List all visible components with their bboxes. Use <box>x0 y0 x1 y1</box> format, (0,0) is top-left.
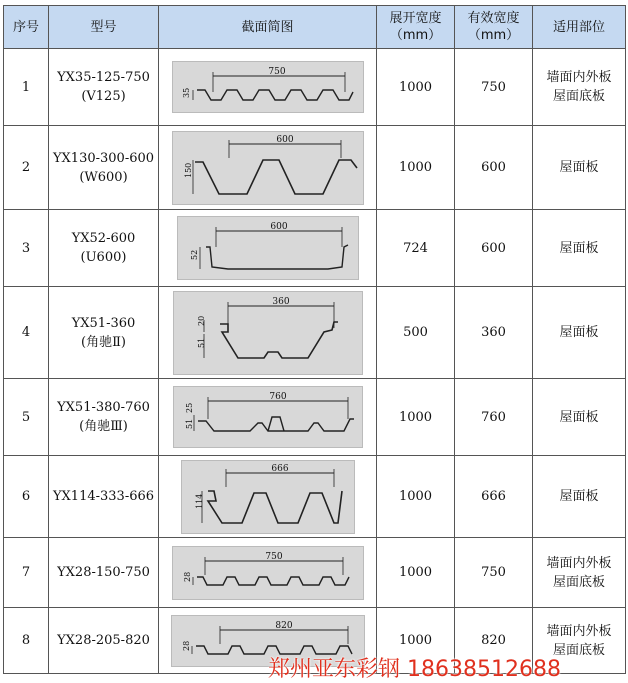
use-line1: 屋面板 <box>559 489 599 504</box>
unfold-width-cell: 1000 <box>377 608 455 674</box>
table-row <box>4 287 626 379</box>
seq-cell: 2 <box>4 126 49 210</box>
profile-width-label: 760 <box>268 392 287 402</box>
effective-width-cell: 750 <box>455 538 533 608</box>
unfold-width-cell: 724 <box>377 210 455 287</box>
use-line2: 屋面底板 <box>552 89 605 104</box>
uses-cell <box>533 287 626 379</box>
model-alias: (U600) <box>80 250 127 265</box>
unfold-width-cell: 1000 <box>377 456 455 538</box>
use-line1: 墙面内外板 <box>546 555 612 571</box>
uses-cell <box>533 126 626 210</box>
model-alias: (W600) <box>79 169 128 185</box>
model-code: YX52-600 <box>71 231 136 246</box>
uses-cell <box>533 49 626 126</box>
use-line1: 屋面板 <box>559 325 599 340</box>
model-code: YX130-300-600 <box>52 150 155 166</box>
profile-drawing <box>173 386 363 448</box>
profile-drawing <box>172 546 364 600</box>
profile-drawing <box>181 460 355 534</box>
header-uses: 适用部位 <box>533 6 626 49</box>
header-unfold-line2: （mm） <box>389 28 442 43</box>
seq-cell: 5 <box>4 379 49 456</box>
table-row <box>4 456 626 538</box>
profile-height-label: 35 <box>181 87 191 98</box>
section-drawing-cell <box>159 126 377 210</box>
profile-height-label-top: 20 <box>196 315 206 326</box>
model-cell <box>49 126 159 210</box>
unfold-width-cell: 1000 <box>377 538 455 608</box>
use-line1: 墙面内外板 <box>546 623 612 639</box>
uses-cell <box>533 538 626 608</box>
header-effective-width <box>455 6 533 49</box>
unfold-width-cell: 1000 <box>377 379 455 456</box>
use-line2: 屋面底板 <box>552 574 605 590</box>
profile-width-label: 666 <box>270 463 289 474</box>
unfold-width-cell: 500 <box>377 287 455 379</box>
profile-width-label: 600 <box>275 134 294 145</box>
model-code: YX114-333-666 <box>52 489 155 504</box>
profile-height-label: 28 <box>181 640 191 651</box>
table-row <box>4 49 626 126</box>
use-line1: 屋面板 <box>559 160 599 175</box>
use-line2: 屋面底板 <box>552 642 605 658</box>
profile-width-label: 360 <box>271 296 290 307</box>
model-cell <box>49 49 159 126</box>
effective-width-cell: 600 <box>455 210 533 287</box>
model-cell <box>49 456 159 538</box>
model-code: YX35-125-750 <box>57 70 150 85</box>
header-model: 型号 <box>49 6 159 49</box>
profile-height-label: 28 <box>182 571 192 582</box>
use-line1: 屋面板 <box>559 240 599 256</box>
model-cell <box>49 287 159 379</box>
profile-width-label: 750 <box>267 67 286 77</box>
model-alias: (角驰Ⅲ) <box>79 419 128 434</box>
section-drawing-cell <box>159 379 377 456</box>
model-code: YX28-205-820 <box>57 633 150 648</box>
model-cell <box>49 210 159 287</box>
profile-height-label: 51 <box>184 418 194 429</box>
effective-width-cell: 820 <box>455 608 533 674</box>
model-code: YX51-380-760 <box>57 400 150 415</box>
profile-width-label: 750 <box>264 551 283 562</box>
seq-cell: 8 <box>4 608 49 674</box>
table-row <box>4 126 626 210</box>
header-row <box>4 6 626 49</box>
header-effective-line2: （mm） <box>467 28 520 43</box>
profile-height-label: 114 <box>194 493 204 509</box>
section-drawing-cell <box>159 287 377 379</box>
section-drawing-cell <box>159 456 377 538</box>
header-effective-line1: 有效宽度 <box>467 11 520 26</box>
seq-cell: 7 <box>4 538 49 608</box>
profile-drawing <box>172 61 364 113</box>
uses-cell <box>533 456 626 538</box>
model-code: YX51-360 <box>71 315 136 331</box>
profile-drawing <box>177 216 359 280</box>
profile-width-label: 820 <box>274 620 293 631</box>
model-cell <box>49 379 159 456</box>
steel-profile-table <box>3 5 626 674</box>
profile-drawing <box>173 291 363 375</box>
profile-height-label: 150 <box>183 162 193 178</box>
profile-height-label: 52 <box>189 249 199 260</box>
profile-height-label-top: 25 <box>184 402 194 413</box>
effective-width-cell: 666 <box>455 456 533 538</box>
effective-width-cell: 760 <box>455 379 533 456</box>
effective-width-cell: 600 <box>455 126 533 210</box>
header-seq: 序号 <box>4 6 49 49</box>
use-line1: 屋面板 <box>559 409 599 425</box>
table-row <box>4 210 626 287</box>
header-section: 截面简图 <box>159 6 377 49</box>
seq-cell: 3 <box>4 210 49 287</box>
section-drawing-cell <box>159 538 377 608</box>
effective-width-cell: 360 <box>455 287 533 379</box>
unfold-width-cell: 1000 <box>377 126 455 210</box>
table-row <box>4 379 626 456</box>
profile-height-label: 51 <box>196 337 206 348</box>
header-unfold-width <box>377 6 455 49</box>
profile-drawing <box>172 131 364 205</box>
effective-width-cell: 750 <box>455 49 533 126</box>
seq-cell: 6 <box>4 456 49 538</box>
seq-cell: 4 <box>4 287 49 379</box>
watermark-text: 郑州亚东彩钢 18638512688 <box>268 657 561 682</box>
table-row <box>4 538 626 608</box>
uses-cell <box>533 379 626 456</box>
model-cell <box>49 538 159 608</box>
model-cell <box>49 608 159 674</box>
model-alias: (V125) <box>81 89 126 104</box>
header-unfold-line1: 展开宽度 <box>389 11 442 26</box>
unfold-width-cell: 1000 <box>377 49 455 126</box>
seq-cell: 1 <box>4 49 49 126</box>
use-line1: 墙面内外板 <box>546 70 612 85</box>
uses-cell <box>533 210 626 287</box>
profile-width-label: 600 <box>269 222 288 232</box>
section-drawing-cell <box>159 210 377 287</box>
section-drawing-cell <box>159 49 377 126</box>
model-alias: (角驰Ⅱ) <box>81 334 126 350</box>
model-code: YX28-150-750 <box>57 565 150 580</box>
